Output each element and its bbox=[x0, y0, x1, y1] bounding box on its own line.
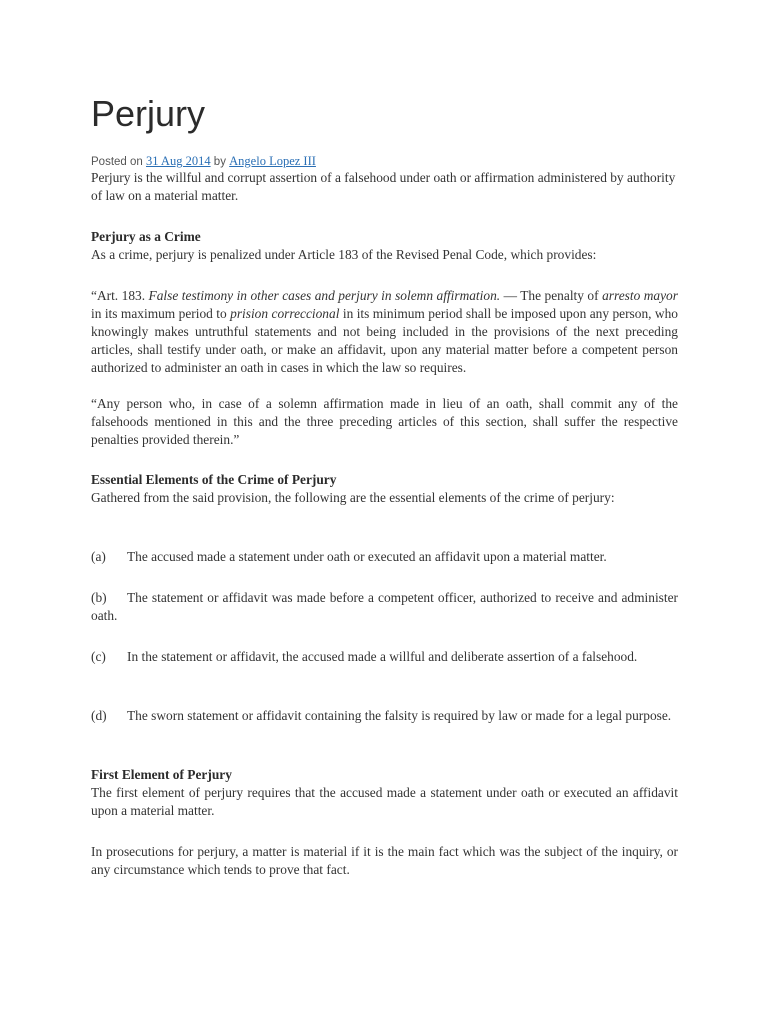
quote-term-arresto: arresto mayor bbox=[602, 288, 678, 303]
page-title: Perjury bbox=[91, 93, 206, 134]
intro-paragraph: Perjury is the willful and corrupt assertion of a falsehood under oath or affirmation administered by authority of law on a material matter. bbox=[91, 170, 676, 203]
post-meta bbox=[91, 153, 316, 170]
element-text: The accused made a statement under oath or executed an affidavit upon a material matter. bbox=[127, 549, 607, 564]
quote-term-prision: prision correccional bbox=[230, 306, 340, 321]
author-link[interactable]: Angelo Lopez III bbox=[229, 154, 316, 168]
section-text-perjury-as-crime: As a crime, perjury is penalized under Article 183 of the Revised Penal Code, which provides: bbox=[91, 247, 597, 262]
section-heading-perjury-as-crime: Perjury as a Crime bbox=[91, 229, 201, 244]
quote-italic-title: False testimony in other cases and perjury in solemn affirmation. bbox=[148, 288, 501, 303]
quote-rest: in its minimum period shall be imposed upon any person, who knowingly makes untruthful statements and not being included in the provisions of the next preceding articles, shall testify under oath, or make an affidavit, upon any material matter before a competent person authorized to administer an oath in cases in which the law so requires. bbox=[91, 306, 678, 375]
section-heading-essential-elements: Essential Elements of the Crime of Perjury bbox=[91, 472, 337, 487]
element-label: (a) bbox=[91, 549, 106, 564]
element-item bbox=[91, 707, 678, 725]
section-text-materiality: In prosecutions for perjury, a matter is material if it is the main fact which was the subject of the inquiry, or any circumstance which tends to prove that fact. bbox=[91, 844, 678, 877]
element-text: The sworn statement or affidavit containing the falsity is required by law or made for a legal purpose. bbox=[127, 708, 672, 723]
section-text-essential-elements: Gathered from the said provision, the following are the essential elements of the crime of perjury: bbox=[91, 490, 615, 505]
element-label: (b) bbox=[91, 590, 107, 605]
element-item bbox=[91, 589, 678, 625]
article-183-quote bbox=[91, 287, 678, 377]
element-text: The statement or affidavit was made before a competent officer, authorized to receive and administer oath. bbox=[91, 590, 678, 623]
quote-mid: in its maximum period to bbox=[91, 306, 231, 321]
quote-second-paragraph: “Any person who, in case of a solemn affirmation made in lieu of an oath, shall commit any of the falsehoods mentioned in this and the three preceding articles of this section, shall suffer the respective penalties provided therein.” bbox=[91, 396, 678, 447]
element-label: (c) bbox=[91, 649, 106, 664]
quote-dash: — The penalty of bbox=[500, 288, 603, 303]
post-date-link[interactable]: 31 Aug 2014 bbox=[146, 154, 211, 168]
section-text-first-element: The first element of perjury requires that the accused made a statement under oath or executed an affidavit upon a material matter. bbox=[91, 785, 678, 818]
quote-open: “Art. 183. bbox=[91, 288, 146, 303]
element-text: In the statement or affidavit, the accused made a willful and deliberate assertion of a falsehood. bbox=[127, 649, 638, 664]
element-item bbox=[91, 548, 678, 566]
element-label: (d) bbox=[91, 708, 107, 723]
posted-on-label: Posted on bbox=[91, 156, 143, 168]
element-item bbox=[91, 648, 678, 666]
section-heading-first-element: First Element of Perjury bbox=[91, 767, 232, 782]
by-label: by bbox=[213, 156, 226, 168]
